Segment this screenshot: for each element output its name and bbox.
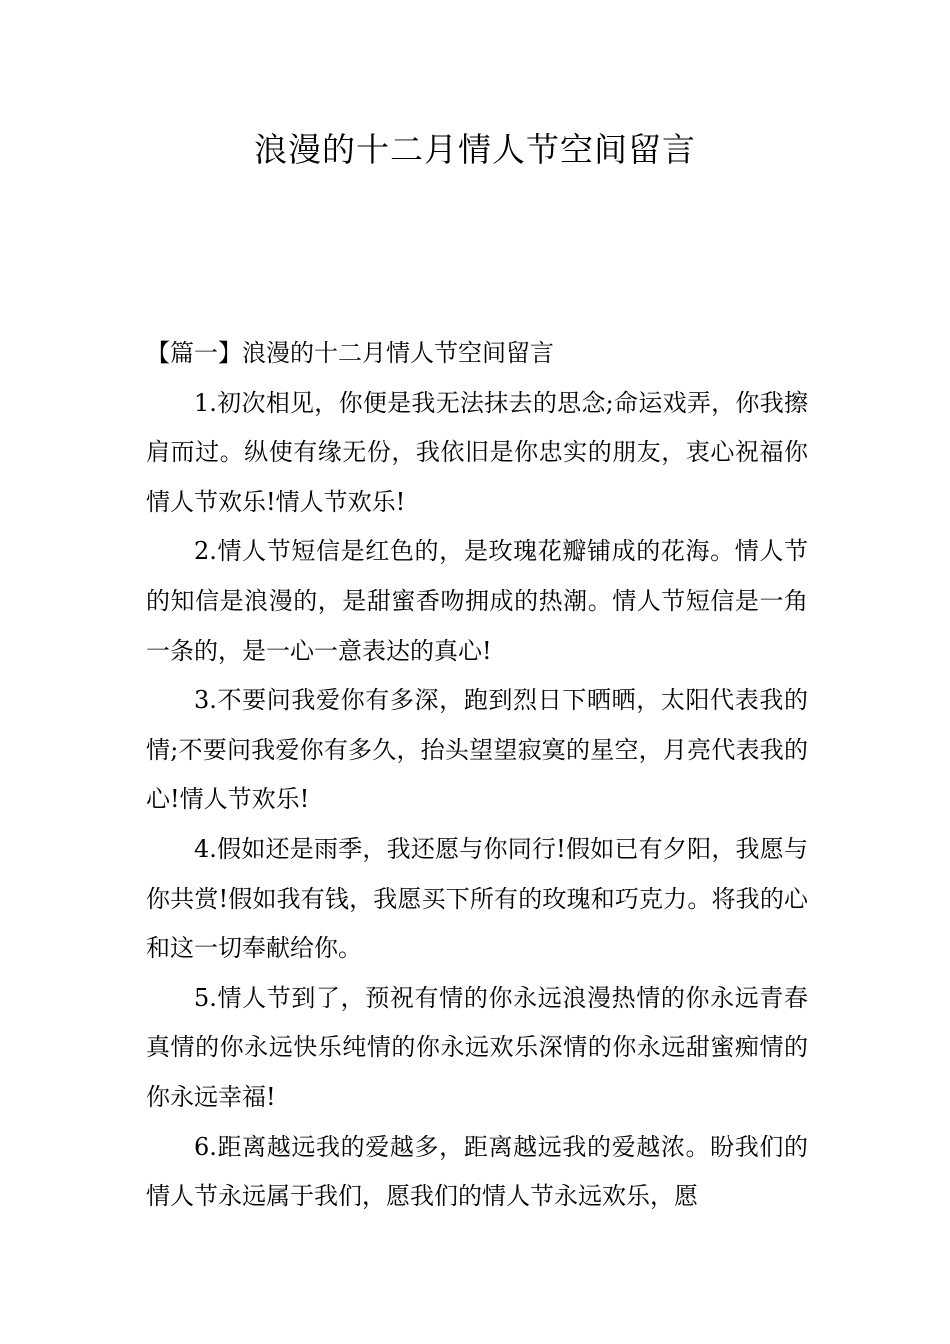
- document-body: [146, 329, 808, 1222]
- section-heading: 【篇一】浪漫的十二月情人节空间留言: [146, 339, 554, 367]
- paragraph-2: 2.情人节短信是红色的，是玫瑰花瓣铺成的花海。情人节的知信是浪漫的，是甜蜜香吻拥成的热潮。情人节短信是一角一条的，是一心一意表达的真心!: [146, 537, 808, 665]
- paragraph-1: 1.初次相见，你便是我无法抹去的思念;命运戏弄，你我擦肩而过。纵使有缘无份，我依旧是你忠实的朋友，衷心祝福你情人节欢乐!情人节欢乐!: [146, 388, 808, 516]
- document-title: 浪漫的十二月情人节空间留言: [254, 130, 696, 169]
- paragraph-5: 5.情人节到了，预祝有情的你永远浪漫热情的你永远青春真情的你永远快乐纯情的你永远欢乐深情的你永远甜蜜痴情的你永远幸福!: [146, 983, 808, 1111]
- paragraph-3: 3.不要问我爱你有多深，跑到烈日下晒晒，太阳代表我的情;不要问我爱你有多久，抬头望望寂寞的星空，月亮代表我的心!情人节欢乐!: [146, 686, 808, 814]
- paragraph-4: 4.假如还是雨季，我还愿与你同行!假如已有夕阳，我愿与你共赏!假如我有钱，我愿买下所有的玫瑰和巧克力。将我的心和这一切奉献给你。: [146, 834, 808, 963]
- paragraph-6: 6.距离越远我的爱越多，距离越远我的爱越浓。盼我们的情人节永远属于我们，愿我们的情人节永远欢乐，愿: [146, 1132, 808, 1211]
